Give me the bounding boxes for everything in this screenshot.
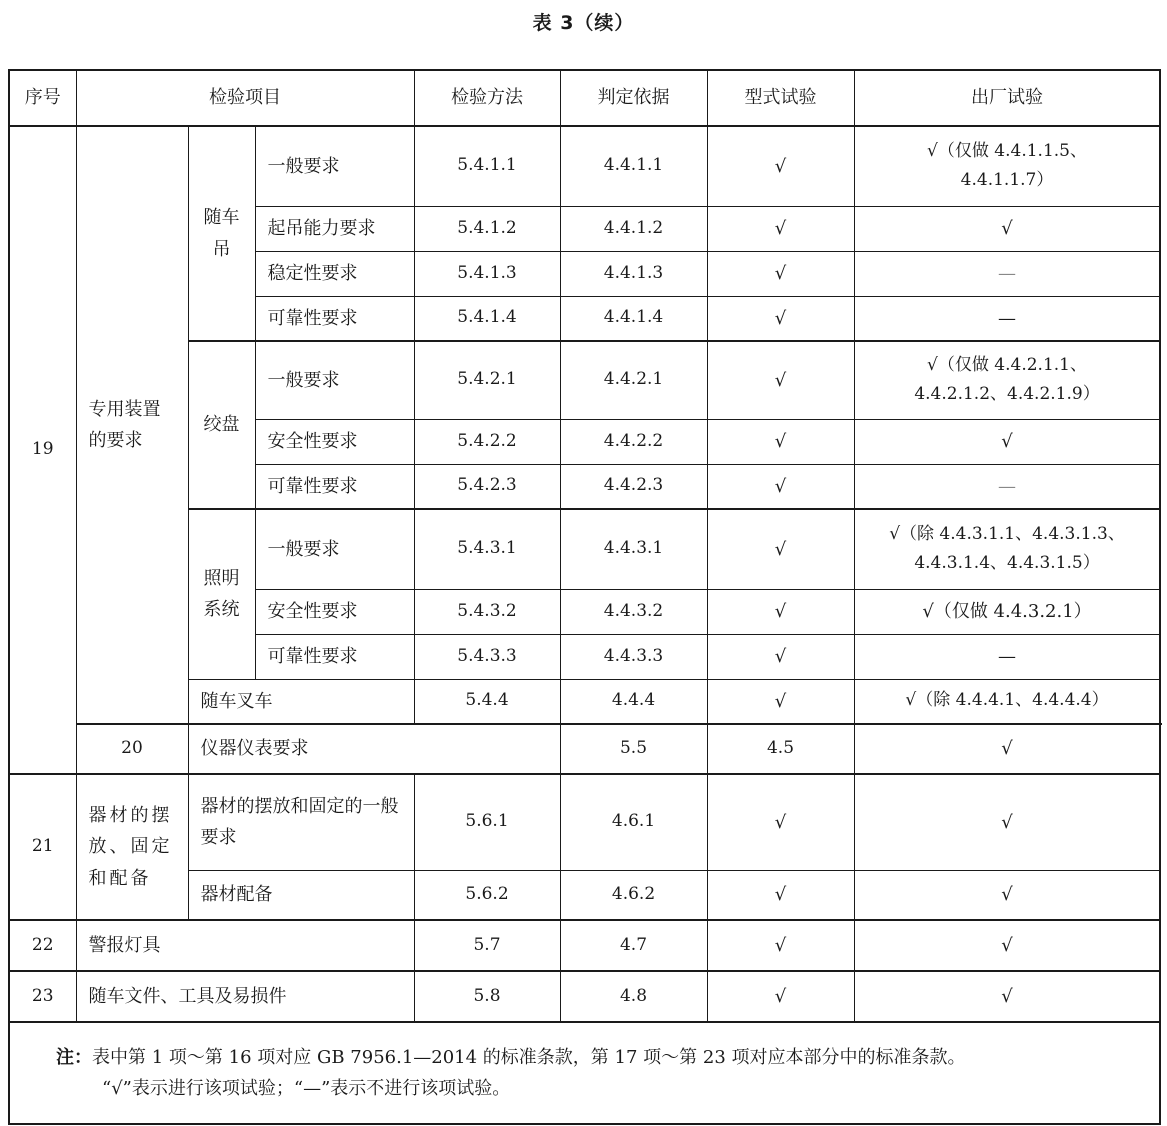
item-cell: 器材的摆放和固定的一般要求: [188, 774, 414, 870]
factory-test-cell: √: [854, 206, 1160, 251]
basis-cell: 4.4.1.3: [560, 251, 707, 296]
type-test-check: √: [707, 774, 854, 870]
note-line-1: [56, 1042, 1150, 1074]
table-row: [9, 971, 1160, 1022]
table-title: 表 3（续）: [532, 12, 635, 34]
type-test-check: √: [707, 679, 854, 724]
item-cell: 安全性要求: [255, 419, 414, 464]
basis-cell: 4.4.1.4: [560, 296, 707, 341]
seq-22: 22: [9, 920, 76, 971]
type-test-check: √: [707, 126, 854, 206]
method-cell: 5.4.1.1: [414, 126, 560, 206]
method-cell: 5.8: [414, 971, 560, 1022]
type-test-check: √: [707, 589, 854, 634]
item-cell: 可靠性要求: [255, 296, 414, 341]
basis-cell: 4.4.4: [560, 679, 707, 724]
winch-name: 绞盘: [188, 341, 255, 509]
header-basis: 判定依据: [560, 70, 707, 126]
type-test-check: √: [707, 296, 854, 341]
method-cell: 5.5: [560, 724, 707, 774]
type-test-check: √: [707, 509, 854, 589]
method-cell: 5.4.3.3: [414, 634, 560, 679]
basis-cell: 4.4.2.2: [560, 419, 707, 464]
factory-test-cell: —: [854, 296, 1160, 341]
basis-cell: 4.4.3.2: [560, 589, 707, 634]
type-test-check: √: [707, 971, 854, 1022]
factory-test-cell: —: [854, 464, 1160, 509]
method-cell: 5.4.4: [414, 679, 560, 724]
table-row: [9, 724, 1160, 774]
header-factory-test: 出厂试验: [854, 70, 1160, 126]
factory-test-cell: —: [854, 634, 1160, 679]
header-seq: 序号: [9, 70, 76, 126]
basis-cell: 4.6.1: [560, 774, 707, 870]
seq-20: 20: [76, 724, 188, 774]
factory-test-cell: √: [854, 419, 1160, 464]
method-cell: 5.7: [414, 920, 560, 971]
method-cell: 5.6.1: [414, 774, 560, 870]
basis-cell: 4.7: [560, 920, 707, 971]
header-type-test: 型式试验: [707, 70, 854, 126]
basis-cell: 4.6.2: [560, 870, 707, 920]
note-text-2: “√”表示进行该项试验；“—”表示不进行该项试验。: [102, 1078, 511, 1099]
item-cell: 一般要求: [255, 341, 414, 419]
basis-cell: 4.4.1.1: [560, 126, 707, 206]
note-row: [9, 1022, 1160, 1124]
type-test-check: √: [707, 206, 854, 251]
basis-cell: 4.4.1.2: [560, 206, 707, 251]
factory-test-cell: √（除 4.4.4.1、4.4.4.4）: [854, 679, 1160, 724]
method-cell: 5.4.2.1: [414, 341, 560, 419]
header-item: 检验项目: [76, 70, 414, 126]
factory-test-cell: √: [854, 920, 1160, 971]
factory-test-cell: √（仅做 4.4.1.1.5、4.4.1.1.7）: [854, 126, 1160, 206]
factory-test-cell: √（除 4.4.3.1.1、4.4.3.1.3、4.4.3.1.4、4.4.3.1.5）: [854, 509, 1160, 589]
basis-cell: 4.4.3.1: [560, 509, 707, 589]
basis-cell: 4.4.3.3: [560, 634, 707, 679]
type-test-check: √: [707, 464, 854, 509]
type-test-check: √: [707, 419, 854, 464]
basis-cell: 4.4.2.1: [560, 341, 707, 419]
factory-test-cell: —: [854, 251, 1160, 296]
factory-test-cell: √: [854, 971, 1160, 1022]
factory-test-cell: √: [854, 774, 1160, 870]
basis-cell: 4.4.2.3: [560, 464, 707, 509]
inspection-table: [8, 69, 1161, 1125]
factory-test-cell: √: [854, 870, 1160, 920]
note-text-1: 表中第 1 项～第 16 项对应 GB 7956.1—2014 的标准条款，第 17 项～第 23 项对应本部分中的标准条款。: [92, 1046, 966, 1068]
method-cell: 5.4.1.4: [414, 296, 560, 341]
item-cell: 安全性要求: [255, 589, 414, 634]
seq-21: 21: [9, 774, 76, 920]
type-test-check: √: [707, 251, 854, 296]
method-cell: 5.4.3.1: [414, 509, 560, 589]
table-row: [9, 920, 1160, 971]
method-cell: 5.4.1.2: [414, 206, 560, 251]
item-cell: 器材配备: [188, 870, 414, 920]
item-cell: 可靠性要求: [255, 634, 414, 679]
item-cell: 可靠性要求: [255, 464, 414, 509]
item-cell: 随车文件、工具及易损件: [76, 971, 414, 1022]
group21-name: 器材的摆放、固定和配备: [76, 774, 188, 920]
table-row: [9, 774, 1160, 870]
type-test-check: √: [707, 634, 854, 679]
header-method: 检验方法: [414, 70, 560, 126]
method-cell: 5.4.1.3: [414, 251, 560, 296]
note-line-2: [74, 1073, 1150, 1105]
item-cell: 仪器仪表要求: [188, 724, 560, 774]
seq-23: 23: [9, 971, 76, 1022]
basis-cell: 4.5: [707, 724, 854, 774]
table-note: [9, 1022, 1160, 1124]
table-row: [9, 126, 1160, 206]
factory-test-cell: √（仅做 4.4.3.2.1）: [854, 589, 1160, 634]
item-cell: 稳定性要求: [255, 251, 414, 296]
basis-cell: 4.8: [560, 971, 707, 1022]
seq-19: 19: [9, 126, 76, 774]
method-cell: 5.6.2: [414, 870, 560, 920]
method-cell: 5.4.3.2: [414, 589, 560, 634]
factory-test-cell: √（仅做 4.4.2.1.1、4.4.2.1.2、4.4.2.1.9）: [854, 341, 1160, 419]
type-test-check: √: [707, 341, 854, 419]
item-cell: 一般要求: [255, 126, 414, 206]
crane-name: 随车吊: [188, 126, 255, 341]
method-cell: 5.4.2.2: [414, 419, 560, 464]
lighting-name: 照明系统: [188, 509, 255, 679]
item-cell: 一般要求: [255, 509, 414, 589]
item-cell: 警报灯具: [76, 920, 414, 971]
header-row: [9, 70, 1160, 126]
item-cell: 随车叉车: [188, 679, 414, 724]
type-test-check: √: [854, 724, 1160, 774]
group19-name: 专用装置的要求: [76, 126, 188, 724]
type-test-check: √: [707, 920, 854, 971]
method-cell: 5.4.2.3: [414, 464, 560, 509]
type-test-check: √: [707, 870, 854, 920]
note-label: 注：: [56, 1046, 92, 1068]
item-cell: 起吊能力要求: [255, 206, 414, 251]
